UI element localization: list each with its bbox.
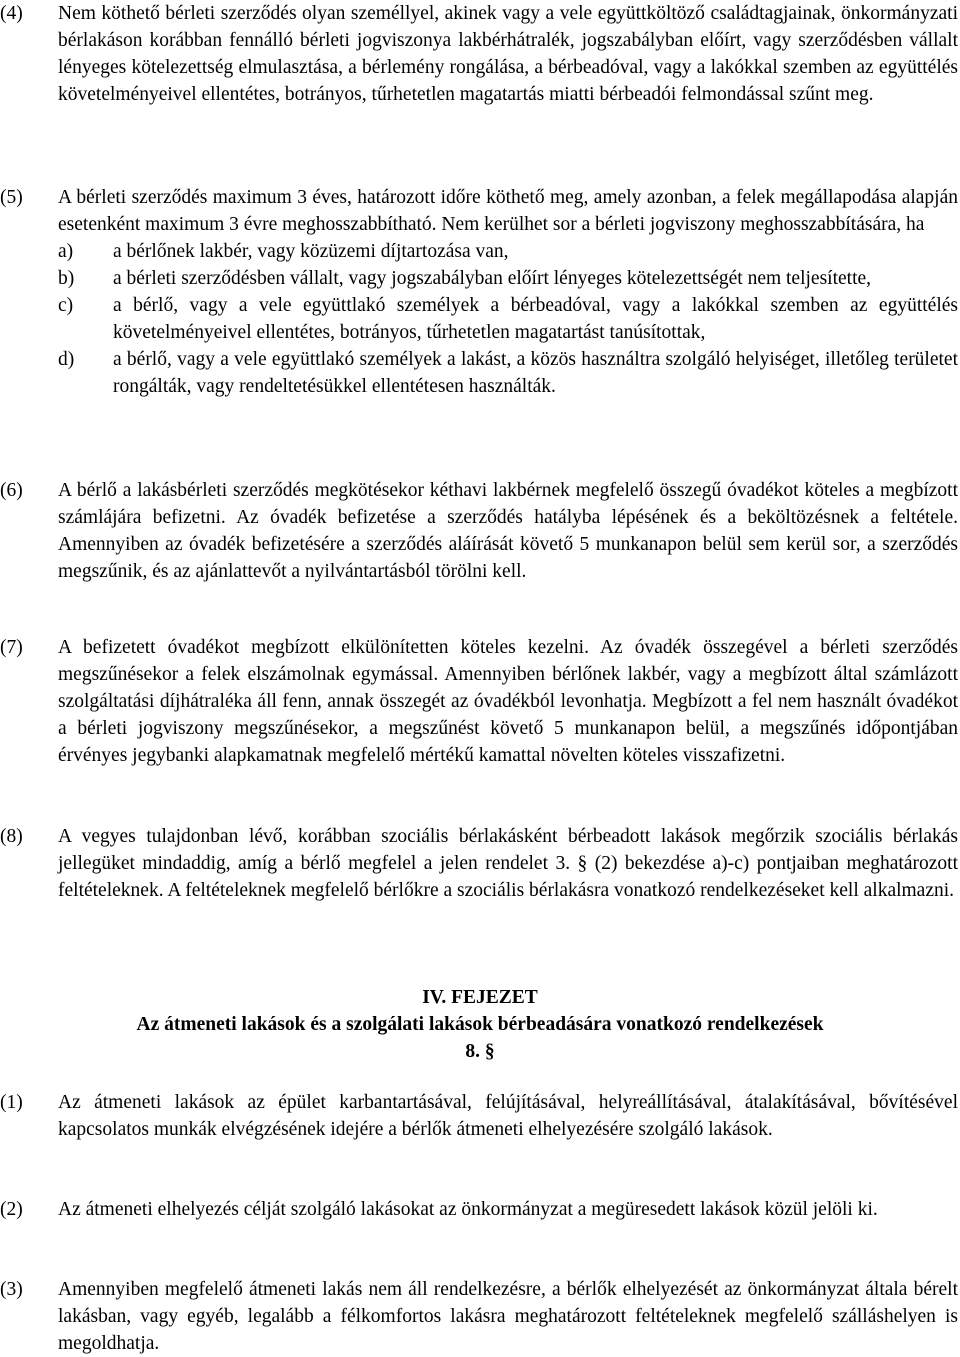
paragraph-number: (4) [0,3,23,24]
paragraph-1 [0,1089,958,1143]
paragraph-number: (6) [0,480,23,501]
list-item-text: a bérleti szerződésben vállalt, vagy jogszabályban előírt lényeges kötelezettségét nem teljesítette, [113,268,872,289]
paragraph-number: (7) [0,637,23,658]
list-marker: c) [58,295,74,316]
paragraph-5 [0,184,958,400]
paragraph-text: A befizetett óvadékot megbízott elkülönítetten köteles kezelni. Az óvadék összegével a bérleti szerződés megszűnésekor a felek elszámolnak egymással. Amennyiben bérlőnek lakbér, vagy a megbízott által számlázott szolgáltatási díjhátraléka áll fenn, annak összegét az óvadékból levonhatja. Megbízott a fel nem használt óvadékot a bérleti jogviszony megszűnésekor, a megszűnést követő 5 munkanapon belül, a megszűnés időpontjában érvényes jegybanki alapkamatnak megfelelő mértékű kamattal növelten köteles visszafizetni. [58,637,958,766]
section-number: 8. § [465,1041,495,1062]
list-marker: d) [58,349,75,370]
list-item-d [58,346,958,400]
paragraph-number: (3) [0,1279,23,1300]
paragraph-text: Amennyiben megfelelő átmeneti lakás nem áll rendelkezésre, a bérlők elhelyezését az önkormányzat általa bérelt lakásban, vagy egyéb, legalább a félkomfortos lakásra meghatározott feltételeknek megfelelő szálláshelyen is megoldhatja. [58,1279,958,1354]
list-item-c [58,292,958,346]
list-marker: b) [58,268,75,289]
list-item-text: a bérlő, vagy a vele együttlakó személyek a lakást, a közös használtra szolgáló helyiséget, illetőleg területet rongálták, vagy rendeltetésükkel ellentétesen használták. [113,349,958,397]
paragraph-text: Az átmeneti elhelyezés célját szolgáló lakásokat az önkormányzat a megüresedett lakások közül jelöli ki. [58,1199,878,1220]
paragraph-2 [0,1196,958,1223]
paragraph-number: (5) [0,187,23,208]
chapter-number: IV. FEJEZET [422,987,538,1008]
paragraph-number: (2) [0,1199,23,1220]
paragraph-text: Nem köthető bérleti szerződés olyan személlyel, akinek vagy a vele együttköltöző családtagjainak, önkormányzati bérlakáson korábban fennálló bérleti jogviszonya lakbérhátralék, jogszabályban előírt, vagy szerződésben vállalt lényeges kötelezettség elmulasztása, a bérlemény rongálása, a bérbeadóval, vagy a lakókkal szemben az együttélés követelményeivel ellentétes, botrányos, tűrhetetlen magatartás miatti bérbeadói felmondással szűnt meg. [58,3,958,105]
list-item-a [58,238,958,265]
paragraph-text: A bérlő a lakásbérleti szerződés megkötésekor kéthavi lakbérnek megfelelő összegű óvadékot köteles a megbízott számlájára befizetni. Az óvadék befizetése a szerződés hatályba lépésének és a beköltözésnek a feltétele. Amennyiben az óvadék befizetésére a szerződés aláírását követő 5 munkanapon belül sem kerül sor, a szerződés megszűnik, és az ajánlattevőt a nyilvántartásból törölni kell. [58,480,958,582]
paragraph-4 [0,0,958,108]
paragraph-number: (8) [0,826,23,847]
list-item-text: a bérlőnek lakbér, vagy közüzemi díjtartozása van, [113,241,509,262]
list-item-b [58,265,958,292]
paragraph-8 [0,823,958,904]
list-marker: a) [58,241,74,262]
chapter-title: Az átmeneti lakások és a szolgálati lakások bérbeadására vonatkozó rendelkezések [136,1014,824,1035]
paragraph-number: (1) [0,1092,23,1113]
paragraph-7 [0,634,958,769]
paragraph-text: A vegyes tulajdonban lévő, korábban szociális bérlakásként bérbeadott lakások megőrzik szociális bérlakás jellegüket mindaddig, amíg a bérlő megfelel a jelen rendelet 3. § (2) bekezdése a)-c) pontjaiban meghatározott feltételeknek. A feltételeknek megfelelő bérlőkre a szociális bérlakásra vonatkozó rendelkezéseket kell alkalmazni. [58,826,958,901]
paragraph-6 [0,477,958,585]
paragraph-text: A bérleti szerződés maximum 3 éves, határozott időre köthető meg, amely azonban, a felek megállapodása alapján esetenként maximum 3 évre meghosszabbítható. Nem kerülhet sor a bérleti jogviszony meghosszabbítására, ha [58,187,958,235]
paragraph-text: Az átmeneti lakások az épület karbantartásával, felújításával, helyreállításával, átalakításával, bővítésével kapcsolatos munkák elvégzésének idejére a bérlők átmeneti elhelyezésére szolgáló lakások. [58,1092,958,1140]
paragraph-3 [0,1276,958,1357]
list-item-text: a bérlő, vagy a vele együttlakó személyek a bérbeadóval, vagy a lakókkal szemben az együttélés követelményeivel ellentétes, botrányos, tűrhetetlen magatartást tanúsítottak, [113,295,958,343]
